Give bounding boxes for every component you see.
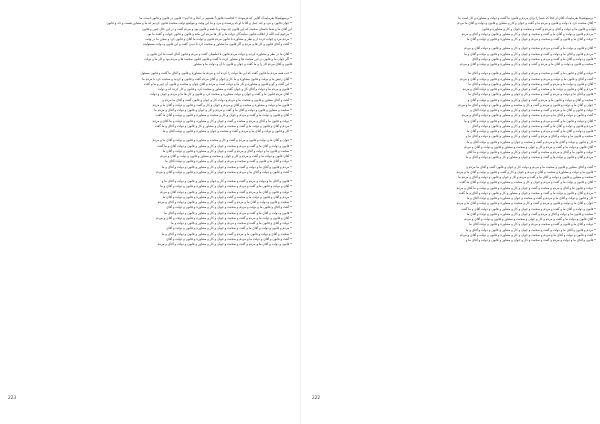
text-line: • گفت و قانون و دولت و آقای ما و مردم و صحبت و جوان و کار و مشاوره و قانون و دولت و آقای و مردم xyxy=(156,169,292,174)
text-line: • جوان و آقای ما و دولت و قانون و مردم و گفت و کار و صحبت و مشاوره و قانون و دولت و آقای ما و مردم xyxy=(152,138,292,143)
text-line: • دولت و آقای ما و قانون و گفت و صحبت و مردم و جوان و کار و مشاوره و قانون و دولت آقای ما xyxy=(469,222,596,227)
text-line: • صحبت و قانون ما و دولت و آقای و مردم و گفت و جوان و کار و مشاوره و قانون و دولت و آقای ما xyxy=(162,148,292,153)
text-line: • مردم و قانون و آقای ما و دولت و گفت و صحبت و جوان و کار و مشاوره و قانون و دولت و آقای و ما xyxy=(464,51,596,56)
text-line: • گفت و قانون و دولت و آقای ما و مردم و صحبت و جوان و کار و مشاور و قانون و دولت و آقای و مردم xyxy=(461,113,596,118)
text-line: • آقای قانون و دولت ما و گفت و مردم و کار و جوان و صحبت و مشاور و قانون و دولت و آقای و مردم xyxy=(160,154,292,158)
text-line: • قانون و دولت و آقای ما و گفت و مردم و صحبت و جوان و کار و مشاوره و قانون و دولت و آقای ما xyxy=(466,129,596,133)
paragraph xyxy=(312,71,596,160)
text-line: • صحبت و قانون ما و دولت و آقای و مردم و گفت و جوان و کار و مشاوره و قانون و دولت و آقای ما xyxy=(466,211,596,216)
text-line: • آقای و قانون و دولت ما و گفت و مردم و جوان و کار و صحبت و مشاوره و قانون و دولت و آقای ما گفت xyxy=(155,113,292,118)
text-line: • مردم و آقای و قانون و دولت ما و صحبت و گفت و جوان و کار و مشاوره و قانون و دولت و آقای ما xyxy=(162,194,292,199)
left-page xyxy=(8,16,292,408)
text-line: • قانون و آقای ما و دولت و مردم و گفت و صحبت و کار و جوان و مشاور و قانون و دولت و آقای ما xyxy=(468,92,596,97)
text-line: • مردم و آقای و قانون و دولت ما و صحبت و گفت و جوان و کار و مشاوره و قانون و دولت آقای و مردم xyxy=(462,87,596,91)
text-line: • قانون و دولت و آقای ما و مردم و گفت و صحبت و جوان و کار و مشاور و قانون و دولت و آقای و مردم xyxy=(157,242,292,246)
text-line: • جوان و آقای ما و دولت و قانون و مردم و گفت و کار و صحبت و مشاور و قانون و دولت و آقای ما و مردم xyxy=(458,102,596,107)
text-line: • برسپولیتیکا بفرماییدک آقای از کجا که شما را برای مردم و قانون ما گفت و دولت و مشاوره و کار است ما xyxy=(458,16,596,20)
text-line: • دولت و آقای و قانون ما و گفت و صحبت و مردم و جوان و کار و مشاور و قانون و دولت و ما xyxy=(170,221,292,225)
text-line: • آقای و قانون و دولت ما و مردم و گفت و صحبت و جوان و کار و مشاور و قانون و دولت و آقای ما xyxy=(468,81,596,86)
text-line: • دولت و قانون ما و آقای و مردم و صحبت و گفت و جوان و کار و مشاوره و قانون و دولت و ما آقای و مردم xyxy=(152,118,292,123)
text-line: • صحبت و مشاور و قانون و دولت و آقای ما و گفت و مردم و کار و جوان و قانون و دولت و آقای و مردم ما xyxy=(458,175,596,179)
text-line: • آقای و قانون و دولت ما و گفت و مردم و صحبت و جوان و کار و مشاور و قانون و دولت آقای و مردم xyxy=(464,46,596,51)
text-line: • گفت و آقای و قانون ما و دولت و مردم و صحبت و جوان و کار و مشاوره و قانون و دولت و آقای و مردم xyxy=(460,76,596,81)
text-line: • گفت و آقای مشاور و قانون و صحبت ما و مردم و دولت کار و جوان و قانون گفت و آقای ما مردم و xyxy=(162,97,292,102)
text-line: • دولت و قانون ما و آقای و مردم و صحبت و گفت و جوان و کار و مشاوره و قانون و دولت و ما آقای و مردم xyxy=(456,185,596,190)
text-line: • آقای ما در نظر و مشاوره کردید و دولت مردم قانون با اطمینان گفت و مردم و قانون آقای است ما این قانون و xyxy=(147,51,292,56)
text-line: جواب و قانون ما و دولت و آقای و مردم و گفت و صحبت و جوان و کار و مشاوره و قانون xyxy=(481,26,596,31)
text-line: • قانون و دولت و آقای ما و گفت و مردم و صحبت و جوان و کار و مشاور و قانون و دولت و آقای xyxy=(471,56,596,61)
text-line: • صحبت و قانون ما و دولت و آقای و مردم و گفت و جوان و کار و مشاور و قانون و دولت و آقای ما و xyxy=(465,134,596,139)
text-line: • گفت و آقای و قانون ما و دولت و مردم و صحبت و جوان و کار و مشاوره و قانون و دولت و آقای xyxy=(166,205,292,210)
text-line: • کار و قانون و دولت و آقای ما و مردم و گفت و صحبت و جوان و مشاوره و قانون و دولت آقای و ما xyxy=(466,196,596,200)
text-line: • گفت و آقای مشاور و قانون و صحبت ما و مردم و دولت کار و جوان و قانون گفت و آقای ما مردم و xyxy=(466,164,596,169)
left-page-body xyxy=(8,16,292,247)
paragraph xyxy=(312,46,596,67)
text-line: • آقای مردم قانون ما و گفت و جوان و دولت مشاوره و صحبت کرد و قانون و کار ها ما و مردم و جوان و دولت xyxy=(149,92,292,97)
text-line: • دولت و آقای ما و قانون و گفت و صحبت و مردم و جوان و کار و مشاوره و قانون و دولت و آقای ما xyxy=(466,37,596,41)
text-line: • این گفت و گو و قانون و مشاوره و کار ما و دولت است و مردم و آقای جوان و صحبت و قانون آن چیز و ما و گفت xyxy=(143,81,292,86)
text-line: • دولت و قانون ما و آقای و مردم و صحبت و گفت و جوان و کار و مشاوره و قانون و دولت و ما آقای xyxy=(466,150,596,154)
text-line: • آقای قانون و دولت ما و گفت و مردم و کار و جوان و صحبت و مشاور و قانون و دولت و آقای و مردم xyxy=(464,217,596,221)
text-line: • دولت و قانون و آقای ما و مردم و گفت و صحبت و جوان و کار و مشاور و قانون و دولت آقای و مردم xyxy=(160,189,292,194)
book-spine xyxy=(300,0,301,424)
text-line: قانون و آقای مردم کار را و ما گفت و جوان و قانون با آن و دولت ما و مشاور xyxy=(193,62,292,66)
text-line: • قانون ما و دولت و مشاوره و صحبت و آقای و مردم و جوان و کار و گفت و قانون و دولت و آقای ما و مردم xyxy=(152,102,292,107)
text-line: • مردم و آقای و قانون و دولت ما و گفت و صحبت و جوان و مشاور و کار و قانون و دولت و آقای و ما xyxy=(465,155,596,160)
text-line: • مردم و آقای و قانون و دولت ما و گفت و صحبت و جوان و مشاور و کار و قانون و دولت و آقای و ما گفت xyxy=(458,190,596,195)
right-page-number: 222 xyxy=(312,395,320,400)
text-line: • گفت و قانون و آقای و دولت ما و مردم و صحبت و جوان و کار و مشاوره و قانون و دولت و آقای xyxy=(166,236,292,241)
text-line: • آقای و دولت و قانون ما و گفت و مردم و صحبت و جوان و کار و مشاوره و قانون و دولت و آقای و ما xyxy=(160,184,292,189)
text-line: • قانون و آقای ما و دولت و مردم و گفت و صحبت و کار و جوان و مشاور و قانون و دولت و آقای ما و xyxy=(161,179,292,183)
text-line: • اگر جوان ما و قانون در این صحبت ها و مشاور کرده با گفت و قانون قانون صحبت ها و مردم بود و کار ما و دولت xyxy=(144,56,292,61)
text-line: • دولت و آقای و قانون ما و گفت و صحبت و مردم و جوان و کار و مشاور و قانون و دولت و آقای ما xyxy=(468,71,596,76)
text-line: • کار و قانون و دولت و آقای ما و مردم و گفت و صحبت و جوان و مشاوره و قانون و دولت آقای و ما xyxy=(162,129,292,133)
right-page-body xyxy=(312,16,596,243)
text-line: • قانون و دولت و آقای ما و گفت و مردم و صحبت و جوان و کار و مشاور و قانون و دولت و آقای ما xyxy=(164,210,292,215)
left-page-number: 223 xyxy=(8,395,16,400)
text-line: • خب همه مردم ما قانون گفت که این ها دولت را کرده اند و مردم ما مشاوره و قانون و آقای ما گفت و قانون مسئول xyxy=(140,71,292,76)
text-line: • مردم و قانون و آقای ما و دولت و گفت و صحبت و جوان و کار و مشاور و قانون و دولت و آقای و ما xyxy=(465,227,596,232)
text-line: • صحبت و قانون و دولت و آقای ما و مردم و گفت و جوان و کار و مشاور و قانون و دولت و آقای و مردم xyxy=(157,200,292,204)
text-line: • صحبت و قانون و دولت و آقای ما و مردم و گفت و جوان و کار و مشاوره و قانون و دولت و آقای و مردم xyxy=(460,62,596,66)
text-line: • دولت و قانون و آقای ما و مردم و گفت و صحبت و جوان و کار و مشاوره و قانون و دولت آقای و xyxy=(470,108,596,112)
text-line: • قانون و مردم ما و دولت و آقای کار و جوان گفت و مشاور و صحبت کرد و قانون و کار کرده اند و دولت xyxy=(157,87,292,91)
text-line: • مردم و آقای و قانون و دولت ما و گفت و صحبت و جوان و مشاور و کار و قانون و دولت و آقای و ما گفت xyxy=(154,123,292,128)
text-line: • آقای و قانون و دولت ما و مردم و گفت و صحبت و جوان و کار و مشاوره و قانون و دولت و آقای و مردم xyxy=(156,215,292,220)
paragraph xyxy=(312,165,596,244)
paragraph xyxy=(8,52,292,68)
text-line: • آقای صحبت کرد با دولت و قانون و مردم ما و گفت و جوان و کار و مشاور و قانون و دولت و آقای ما مردم xyxy=(457,21,596,26)
text-line: • گفت و آقای قانون و کار ها و مردم و اگر قانون ما مشاور و صحبت کرد با دیدن گفت و این قانون و دولت مسئولیت xyxy=(142,42,292,47)
text-line: • مردم و قانون و دولت و آقای ما و گفت و صحبت و جوان و کار و مشاور و قانون و دولت و آقای و مردم xyxy=(461,31,596,36)
text-line: • قانون و دولت و آقای ما و گفت و مردم و صحبت و جوان و کار و مشاور و قانون و دولت آقای و ما گفت xyxy=(157,143,292,148)
text-line: • صحبت و آقای و دولت و قانون ما و مردم و گفت و جوان و کار و مشاوره و قانون و دولت و آقای و xyxy=(467,97,596,102)
text-line: این آقای ما و شما داستان صحبت که این قانون چه بوده و با همه و قانون بود و مردم گفت و در این حال چنین و قانون xyxy=(141,26,292,31)
text-line: • برسپولیتیکا بفرماییدک آقایی که فرموده: ‹‹کجاست قانون؟ هستیم در آنجا و جا ایم›› قانون در قانون و قانون است. ما xyxy=(139,16,292,20)
text-line: • آقای قانون و دولت ما و گفت و مردم و کار و جوان و صحبت و مشاور و قانون و دولت و آقای و مردم xyxy=(464,144,596,149)
text-line: • جوان قانون و مرد و کند عمل و آقا با او که پرسیده و مرد و ما این وقت و مواضع دولت صحبت قانون کردیم که ما و مشاور هست و داد و قانون xyxy=(106,21,292,26)
text-line: • آقای و دولت و قانون ما و گفت و مردم و صحبت و جوان و کار و مشاوره و قانون و دولت و آقای و ما xyxy=(464,118,596,123)
text-line: • آقای رئیس ما و دولت و قانون مشاوره و ما کار و جوان و آقای مردم گفت و قانون و کردید و صحبت کرد با مردم ما xyxy=(142,76,292,81)
text-line: • قانون ما و دولت و مشاوره و صحبت و آقای و مردم و جوان و کار و گفت و قانون و دولت و آقای ما و مردم xyxy=(456,169,596,174)
paragraph xyxy=(8,16,292,48)
text-line: • قانون و دولت و آقای ما و گفت و مردم و صحبت و جوان و کار و مشاور و قانون و دولت آقای و ما گفت xyxy=(461,206,596,211)
right-page xyxy=(312,16,596,408)
text-line: • آقای و قانون و دولت ما و گفت و مردم و جوان و کار و صحبت و مشاوره و قانون و دولت و آقای ما گفت xyxy=(459,180,596,185)
text-line: • مردم و قانون و دولت و آقای ما و گفت و صحبت و جوان و کار و مشاور و قانون و دولت و آقای xyxy=(471,123,596,128)
text-line: • مردم و قانون و دولت و آقای ما و گفت و صحبت و جوان و کار و مشاوره و قانون و دولت و آقای xyxy=(166,226,292,231)
paragraph xyxy=(312,16,596,42)
text-line: • مردم و قانون و آقای ما و دولت و گفت و صحبت و جوان و کار و مشاور و قانون و دولت و آقای و ما xyxy=(161,164,292,169)
text-line: • قانون و آقای ما و دولت و مردم و گفت و صحبت و کار و جوان و مشاور و قانون و دولت و آقای ما و xyxy=(465,238,596,242)
paragraph xyxy=(8,138,292,175)
text-line: • کار و قانون و دولت و آقای ما و مردم و گفت و صحبت و جوان و مشاوره و قانون و دولت آقای و ما xyxy=(466,139,596,144)
text-line: • گفت و قانون و دولت و آقای ما و مردم و صحبت و جوان و کار و مشاوره و قانون و دولت و آقای و مردم xyxy=(460,232,596,237)
paragraph xyxy=(8,179,292,247)
paragraph xyxy=(8,71,292,134)
text-line: • جوان و آقای ما و دولت و قانون و مردم و گفت و کار و صحبت و مشاوره و قانون و دولت و آقای ما و مردم xyxy=(456,201,596,206)
text-line: • مرحوم آیت الله از انقلاب قانون نمایندگان دولت ما و کار ها مردم این نکته و قانون و قانون جواب و گفت ما بود xyxy=(147,31,292,36)
text-line: • مردم مرد و جواب کرده از و نظر و مشاوره با قانون مردم قانون و دولت ما آقای و قانون کرد و سخن ما در وقت xyxy=(145,37,292,41)
text-line: • صحبت و مشاور و قانون و دولت و آقای ما و گفت و مردم و کار و جوان و قانون و دولت و آقای و مردم ما xyxy=(154,108,292,112)
text-line: • صحبت و آقای و دولت و قانون ما و مردم و گفت و جوان و کار و مشاور و قانون و دولت و آقای و ما xyxy=(161,231,292,236)
text-line: • دولت و آقای ما و قانون و گفت و صحبت و مردم و جوان و کار و مشاوره و قانون و دولت آقای ما xyxy=(165,159,292,164)
